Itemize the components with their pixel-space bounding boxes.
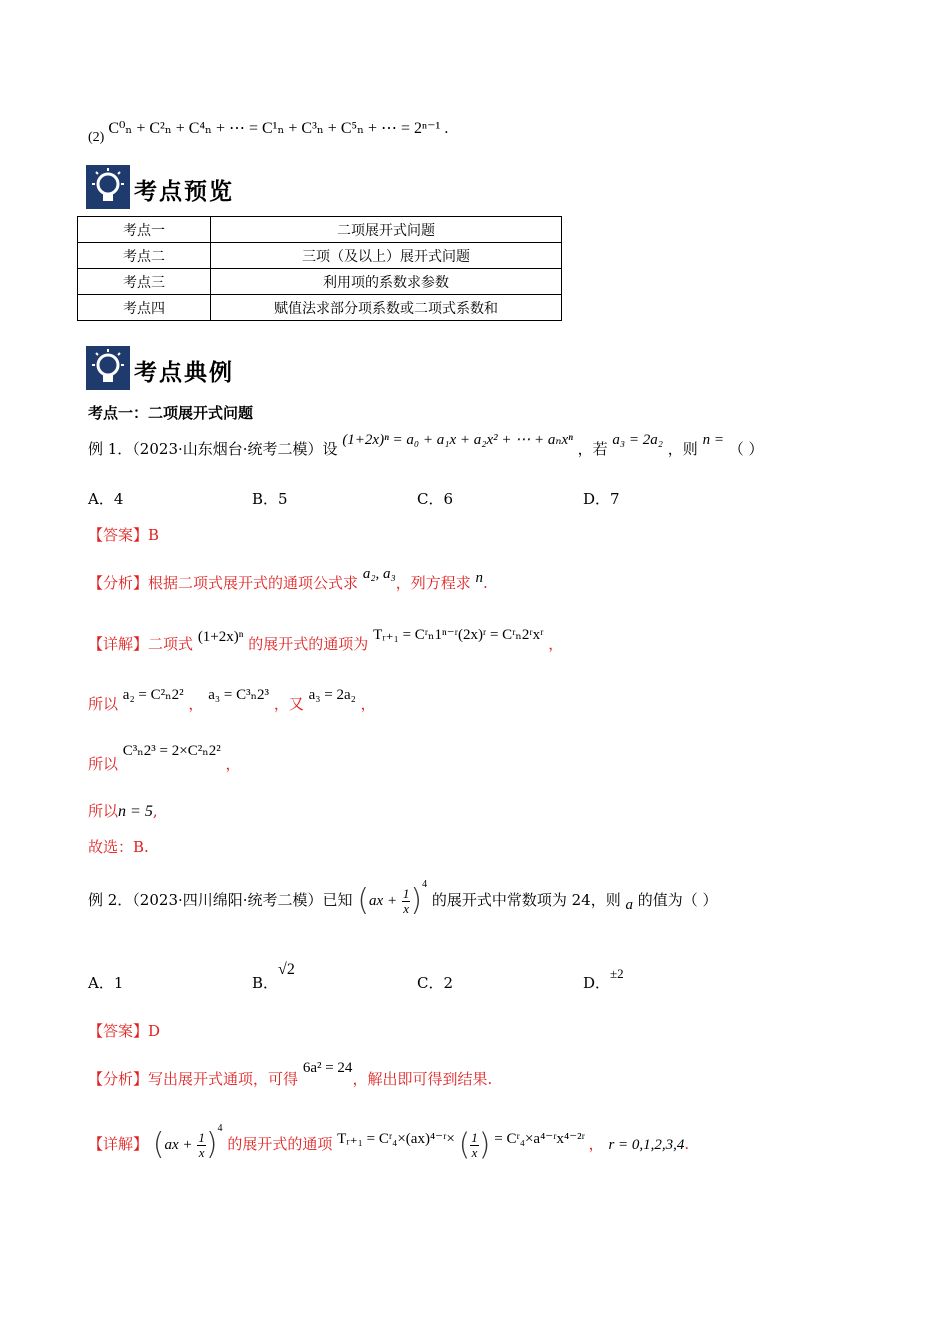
ex2-detail-label: 【详解】 (88, 1135, 149, 1153)
table-cell-id: 考点四 (78, 295, 211, 321)
table-row (78, 243, 562, 269)
ex2-detail-general: Tᵣ₊₁ = Cʳ₄×(ax)⁴⁻ʳ× (337, 1131, 455, 1147)
table-cell-topic: 赋值法求部分项系数或二项式系数和 (211, 295, 562, 321)
ex1-mid2: ，则 (667, 440, 698, 458)
ex2-detail-end: . (684, 1135, 690, 1153)
ex1-line4-end: , (152, 802, 158, 820)
ex2-detail-frac-den: x (198, 1144, 205, 1160)
option-a: A．4 (88, 490, 124, 508)
ex1-line3-eq: C³ₙ2³ = 2×C²ₙ2² (122, 743, 221, 759)
ex1-line4 (88, 800, 158, 821)
ex2-detail-general2: = Cʳ₄×a⁴⁻ʳx⁴⁻²ʳ (494, 1131, 585, 1147)
ex1-answer: 【答案】B (88, 526, 160, 544)
ex1-analysis-var2: n (475, 570, 484, 586)
ex2-answer: 【答案】D (88, 1022, 161, 1040)
ex2-detail: 【详解】 (ax + $\frac{1}{x}$ )$^4$ 的展开式的通项 Tᵣ₊₁ = Cʳ₄×(ax)⁴⁻ʳ× ( $\frac{1}{x}$ ) = Cʳ₄×a⁴⁻ʳx⁴⁻²ʳ ， r = 0,1,2,3,4. (88, 1123, 690, 1163)
ex1-line2-cond: a₃ = 2a₂ (308, 687, 356, 703)
ex2-detail-sep: ， (588, 1135, 604, 1153)
ex2-detail-frac2-num: 1 (471, 1130, 478, 1146)
ex1-analysis-text: 根据二项式展开式的通项公式求 (148, 574, 359, 592)
ex1-detail-text: 二项式 (148, 635, 194, 653)
ex2-tail: 的值为（ ） (637, 891, 718, 909)
ex1-analysis-label: 【分析】 (88, 574, 149, 592)
table-row (78, 269, 562, 295)
preview-banner (86, 165, 286, 211)
ex1-line2-sep: ， (188, 695, 204, 713)
ex1-line4-eq: n = 5 (118, 803, 153, 820)
table-row (78, 217, 562, 243)
example-2-question: 例 2．（2023·四川绵阳·统考二模）已知 (ax + $\frac{1}{x}$ )$^4$ 的展开式中常数项为 24，则 a 的值为（ ） (88, 879, 718, 918)
ex2-detail-expr-left: ax + (164, 1137, 193, 1153)
ex1-detail-general: Tᵣ₊₁ = Cʳₙ1ⁿ⁻ʳ(2x)ʳ = Cʳₙ2ʳxʳ (373, 627, 544, 643)
ex1-tail: （ ） (728, 440, 764, 458)
ex2-frac-num: 1 (402, 885, 410, 901)
ex1-line3-prefix: 所以 (88, 755, 119, 773)
option-b-math: √2 (278, 961, 295, 978)
ex2-analysis-text2: ，解出即可得到结果. (352, 1070, 493, 1088)
option-d (583, 966, 624, 993)
ex1-line2-prefix: 所以 (88, 695, 119, 713)
section-heading: 考点一：二项展开式问题 (88, 404, 254, 422)
option-c: C．2 (417, 974, 454, 992)
ex2-prefix: 例 2．（2023·四川绵阳·统考二模）已知 (88, 891, 353, 909)
ex1-detail-text2: 的展开式的通项为 (248, 635, 369, 653)
option-c: C．6 (417, 490, 454, 508)
ex1-prefix: 例 1．（2023·山东烟台·统考二模）设 (88, 440, 338, 458)
lightbulb-icon (86, 346, 130, 390)
ex2-detail-frac2-den: x (471, 1145, 478, 1161)
ex1-line2-again: ，又 (273, 695, 304, 713)
ex1-detail-expr: (1+2x)ⁿ (197, 629, 244, 645)
ex1-line2 (88, 687, 376, 714)
ex2-detail-fraction (197, 1131, 206, 1160)
formula-2-end: . (444, 120, 449, 137)
ex2-detail-frac-num: 1 (198, 1129, 205, 1145)
table-cell-topic: 三项（及以上）展开式问题 (211, 243, 562, 269)
ex2-detail-r: r = 0,1,2,3,4 (608, 1137, 685, 1153)
example-1-question (88, 432, 764, 459)
ex1-expansion: (1+2x)ⁿ = a₀ + a₁x + a₂x² + ⋯ + aₙxⁿ (342, 432, 573, 448)
table-cell-topic: 二项展开式问题 (211, 217, 562, 243)
examples-banner (86, 346, 286, 392)
ex2-detail-power: 4 (217, 1123, 223, 1134)
ex1-line2-a2: a₂ = C²ₙ2² (122, 687, 184, 703)
ex2-detail-text: 的展开式的通项 (227, 1135, 333, 1153)
ex1-line3-end: ， (225, 755, 241, 773)
option-d: D．7 (583, 490, 620, 508)
ex2-frac-den: x (403, 900, 409, 916)
ex1-line3 (88, 743, 241, 774)
option-d-math: ±2 (610, 966, 624, 981)
ex1-mid: ，若 (577, 440, 608, 458)
ex2-analysis-eq: 6a² = 24 (302, 1060, 353, 1076)
ex1-line2-end: ， (360, 695, 376, 713)
option-b: B．5 (252, 490, 288, 508)
ex1-choice: 故选：B. (88, 838, 149, 856)
ex1-analysis (88, 566, 488, 593)
ex1-condition: a₃ = 2a₂ (612, 432, 663, 448)
preview-title: 考点预览 (134, 178, 234, 205)
ex1-analysis-vars: a₂, a₃ (362, 566, 396, 582)
formula-2 (88, 118, 449, 145)
examples-title: 考点典例 (134, 359, 234, 386)
table-cell-id: 考点一 (78, 217, 211, 243)
ex2-text: 的展开式中常数项为 24，则 (431, 891, 621, 909)
ex2-analysis (88, 1060, 493, 1089)
ex2-analysis-text: 写出展开式通项，可得 (148, 1070, 299, 1088)
ex1-detail (88, 627, 564, 654)
ex1-line2-a3: a₃ = C³ₙ2³ (208, 687, 270, 703)
lightbulb-icon (86, 165, 130, 209)
ex2-var: a (625, 897, 633, 913)
option-a: A．1 (88, 974, 124, 992)
ex1-detail-end: ， (548, 635, 564, 653)
table-row (78, 295, 562, 321)
preview-table (77, 216, 562, 321)
ex2-power: 4 (422, 879, 428, 890)
table-cell-id: 考点三 (78, 269, 211, 295)
ex1-analysis-text2: ，列方程求 (395, 574, 471, 592)
option-b-label: B． (252, 974, 279, 992)
formula-2-equation: C⁰ₙ + C²ₙ + C⁴ₙ + ⋯ = C¹ₙ + C³ₙ + C⁵ₙ + ⋯ = 2ⁿ⁻¹ (108, 120, 441, 137)
table-cell-id: 考点二 (78, 243, 211, 269)
ex1-analysis-end: . (483, 574, 488, 592)
option-d-label: D． (583, 974, 611, 992)
ex2-analysis-label: 【分析】 (88, 1070, 149, 1088)
ex1-line4-prefix: 所以 (88, 802, 119, 820)
option-b (252, 961, 295, 993)
formula-2-label: (2) (88, 130, 105, 145)
ex2-expr-left: ax + (369, 893, 398, 909)
ex1-ask: n = (702, 432, 724, 448)
ex1-detail-label: 【详解】 (88, 635, 149, 653)
table-cell-topic: 利用项的系数求参数 (211, 269, 562, 295)
ex2-detail-fraction-2 (470, 1131, 479, 1160)
